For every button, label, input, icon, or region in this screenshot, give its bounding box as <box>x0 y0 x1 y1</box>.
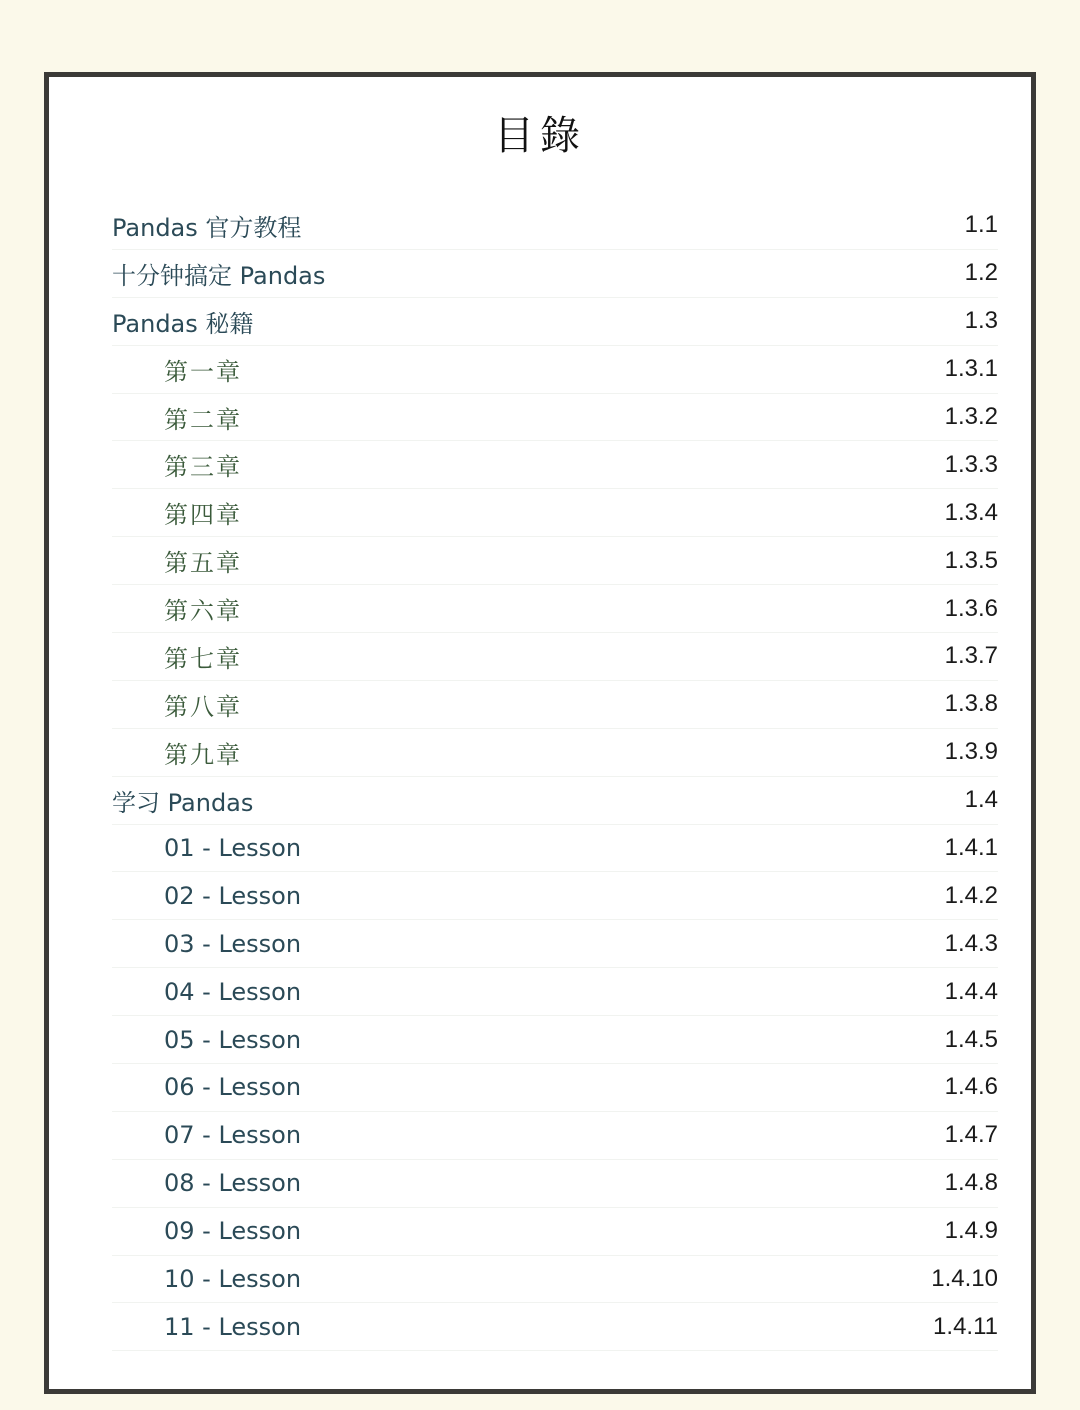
toc-entry-label[interactable]: 07 - Lesson <box>164 1121 302 1150</box>
toc-entry-label[interactable]: 第三章 <box>164 453 242 482</box>
toc-subentry[interactable] <box>112 394 998 442</box>
toc-entry-label[interactable]: 第六章 <box>164 597 242 626</box>
toc-entry-label[interactable]: 10 - Lesson <box>164 1265 302 1294</box>
toc-entry-label[interactable]: 十分钟搞定 Pandas <box>112 261 326 290</box>
toc-subentry[interactable] <box>112 441 998 489</box>
toc-entry-number: 1.2 <box>964 259 998 287</box>
toc-entry-label[interactable]: Pandas 秘籍 <box>112 309 254 338</box>
toc-entry-label[interactable]: 06 - Lesson <box>164 1073 302 1102</box>
toc-subentry[interactable] <box>112 585 998 633</box>
toc-entry-number: 1.4.8 <box>944 1169 998 1197</box>
toc-subentry[interactable] <box>112 537 998 585</box>
toc-entry-label[interactable]: 第一章 <box>164 357 242 386</box>
toc-subentry[interactable] <box>112 729 998 777</box>
toc-subentry[interactable] <box>112 346 998 394</box>
toc-entry-label[interactable]: 第四章 <box>164 501 242 530</box>
toc-subentry[interactable] <box>112 1208 998 1256</box>
toc-entry-number: 1.1 <box>964 211 998 239</box>
toc-subentry[interactable] <box>112 825 998 873</box>
toc-entry[interactable] <box>112 202 998 250</box>
toc-entry-label[interactable]: 第二章 <box>164 405 242 434</box>
toc-entry-label[interactable]: 03 - Lesson <box>164 929 302 958</box>
toc-entry-number: 1.4.5 <box>944 1025 998 1053</box>
toc-entry-number: 1.3.1 <box>944 355 998 383</box>
toc-subentry[interactable] <box>112 633 998 681</box>
toc-entry-number: 1.4.4 <box>944 977 998 1005</box>
toc-entry[interactable] <box>112 298 998 346</box>
toc-entry-label[interactable]: 04 - Lesson <box>164 977 302 1006</box>
toc-subentry[interactable] <box>112 1256 998 1304</box>
toc-subentry[interactable] <box>112 920 998 968</box>
toc-entry-label[interactable]: 第八章 <box>164 692 242 721</box>
toc-entry-label[interactable]: 学习 Pandas <box>112 788 254 817</box>
page-title: 目錄 <box>494 113 586 159</box>
toc-subentry[interactable] <box>112 489 998 537</box>
toc-subentry[interactable] <box>112 968 998 1016</box>
toc-entry-number: 1.4.6 <box>944 1073 998 1101</box>
toc-entry-label[interactable]: 02 - Lesson <box>164 881 302 910</box>
toc-entry-number: 1.3.8 <box>944 690 998 718</box>
toc-entry-number: 1.3.7 <box>944 642 998 670</box>
toc-subentry[interactable] <box>112 1160 998 1208</box>
toc-entry-number: 1.3.2 <box>944 403 998 430</box>
toc-entry-number: 1.3.6 <box>944 594 998 622</box>
toc-entry-number: 1.4.7 <box>944 1121 998 1149</box>
toc-entry-label[interactable]: 第五章 <box>164 549 242 578</box>
toc-entry-number: 1.4.10 <box>931 1265 998 1293</box>
toc-entry-number: 1.3 <box>964 307 998 335</box>
toc-entry-label[interactable]: 第九章 <box>164 740 242 769</box>
toc-entry-number: 1.3.5 <box>944 546 998 574</box>
toc-subentry[interactable] <box>112 1112 998 1160</box>
toc-entry-number: 1.3.9 <box>944 738 998 766</box>
toc-entry-number: 1.4 <box>964 786 998 814</box>
toc-entry-label[interactable]: 05 - Lesson <box>164 1025 302 1054</box>
toc-entry-number: 1.4.1 <box>944 834 998 862</box>
toc-entry-label[interactable]: 第七章 <box>164 644 242 673</box>
toc-entry-number: 1.4.2 <box>944 881 998 909</box>
toc-subentry[interactable] <box>112 872 998 920</box>
toc-entry[interactable] <box>112 777 998 825</box>
toc-entry-label[interactable]: 11 - Lesson <box>164 1312 302 1341</box>
toc-entry-number: 1.4.3 <box>944 929 998 957</box>
toc-list <box>112 202 998 1351</box>
toc-subentry[interactable] <box>112 1064 998 1112</box>
toc-entry[interactable] <box>112 250 998 298</box>
toc-subentry[interactable] <box>112 1016 998 1064</box>
toc-subentry[interactable] <box>112 1303 998 1351</box>
toc-entry-label[interactable]: 01 - Lesson <box>164 834 302 863</box>
toc-entry-number: 1.4.9 <box>944 1217 998 1245</box>
toc-entry-label[interactable]: Pandas 官方教程 <box>112 213 302 242</box>
toc-entry-number: 1.4.11 <box>933 1312 998 1340</box>
toc-entry-number: 1.3.3 <box>944 450 998 478</box>
toc-entry-label[interactable]: 08 - Lesson <box>164 1169 302 1198</box>
toc-entry-number: 1.3.4 <box>944 498 998 526</box>
toc-entry-label[interactable]: 09 - Lesson <box>164 1217 302 1246</box>
toc-page <box>44 72 1036 1394</box>
toc-subentry[interactable] <box>112 681 998 729</box>
